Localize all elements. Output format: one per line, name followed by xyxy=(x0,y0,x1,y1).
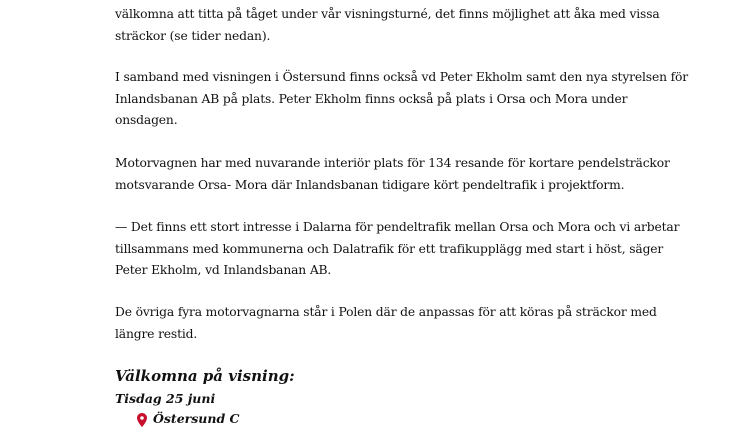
text-line: Inlandsbanan AB på plats. Peter Ekholm finns också på plats i Orsa och Mora under xyxy=(115,91,628,106)
text-line: onsdagen. xyxy=(115,113,178,127)
text-line: I samband med visningen i Östersund finns också vd Peter Ekholm samt den nya styrelsen för xyxy=(115,70,688,84)
schedule-stop-name: Östersund C xyxy=(153,411,240,426)
paragraph-ekholm-ostersund xyxy=(115,67,688,132)
schedule-heading: Välkomna på visning: xyxy=(115,367,295,385)
text-line: längre restid. xyxy=(115,326,198,341)
text-line: — Det finns ett stort intresse i Dalarna för pendeltrafik mellan Orsa och Mora och vi arbetar xyxy=(115,220,680,234)
paragraph-visning-intro xyxy=(115,4,660,47)
paragraph-quote-ekholm xyxy=(115,217,679,282)
paragraph-ovriga-motorvagnar xyxy=(115,302,657,345)
text-line: sträckor (se tider nedan). xyxy=(115,28,271,43)
text-line: De övriga fyra motorvagnarna står i Polen där de anpassas för att köras på sträckor med xyxy=(115,305,657,319)
paragraph-motorvagn-interior xyxy=(115,153,670,196)
text-line: Motorvagnen har med nuvarande interiör plats för 134 resande för kortare pendelsträckor xyxy=(115,156,670,170)
text-line: motsvarande Orsa- Mora där Inlandsbanan tidigare kört pendeltrafik i projektform. xyxy=(115,177,625,192)
text-line: välkomna att titta på tåget under vår visningsturné, det finns möjlighet att åka med vissa xyxy=(115,7,660,21)
text-line: Peter Ekholm, vd Inlandsbanan AB. xyxy=(115,263,332,277)
text-line: tillsammans med kommunerna och Dalatrafik för ett trafikupplägg med start i höst, säger xyxy=(115,241,664,256)
map-pin-icon xyxy=(137,413,147,427)
schedule-day: Tisdag 25 juni xyxy=(115,391,216,406)
